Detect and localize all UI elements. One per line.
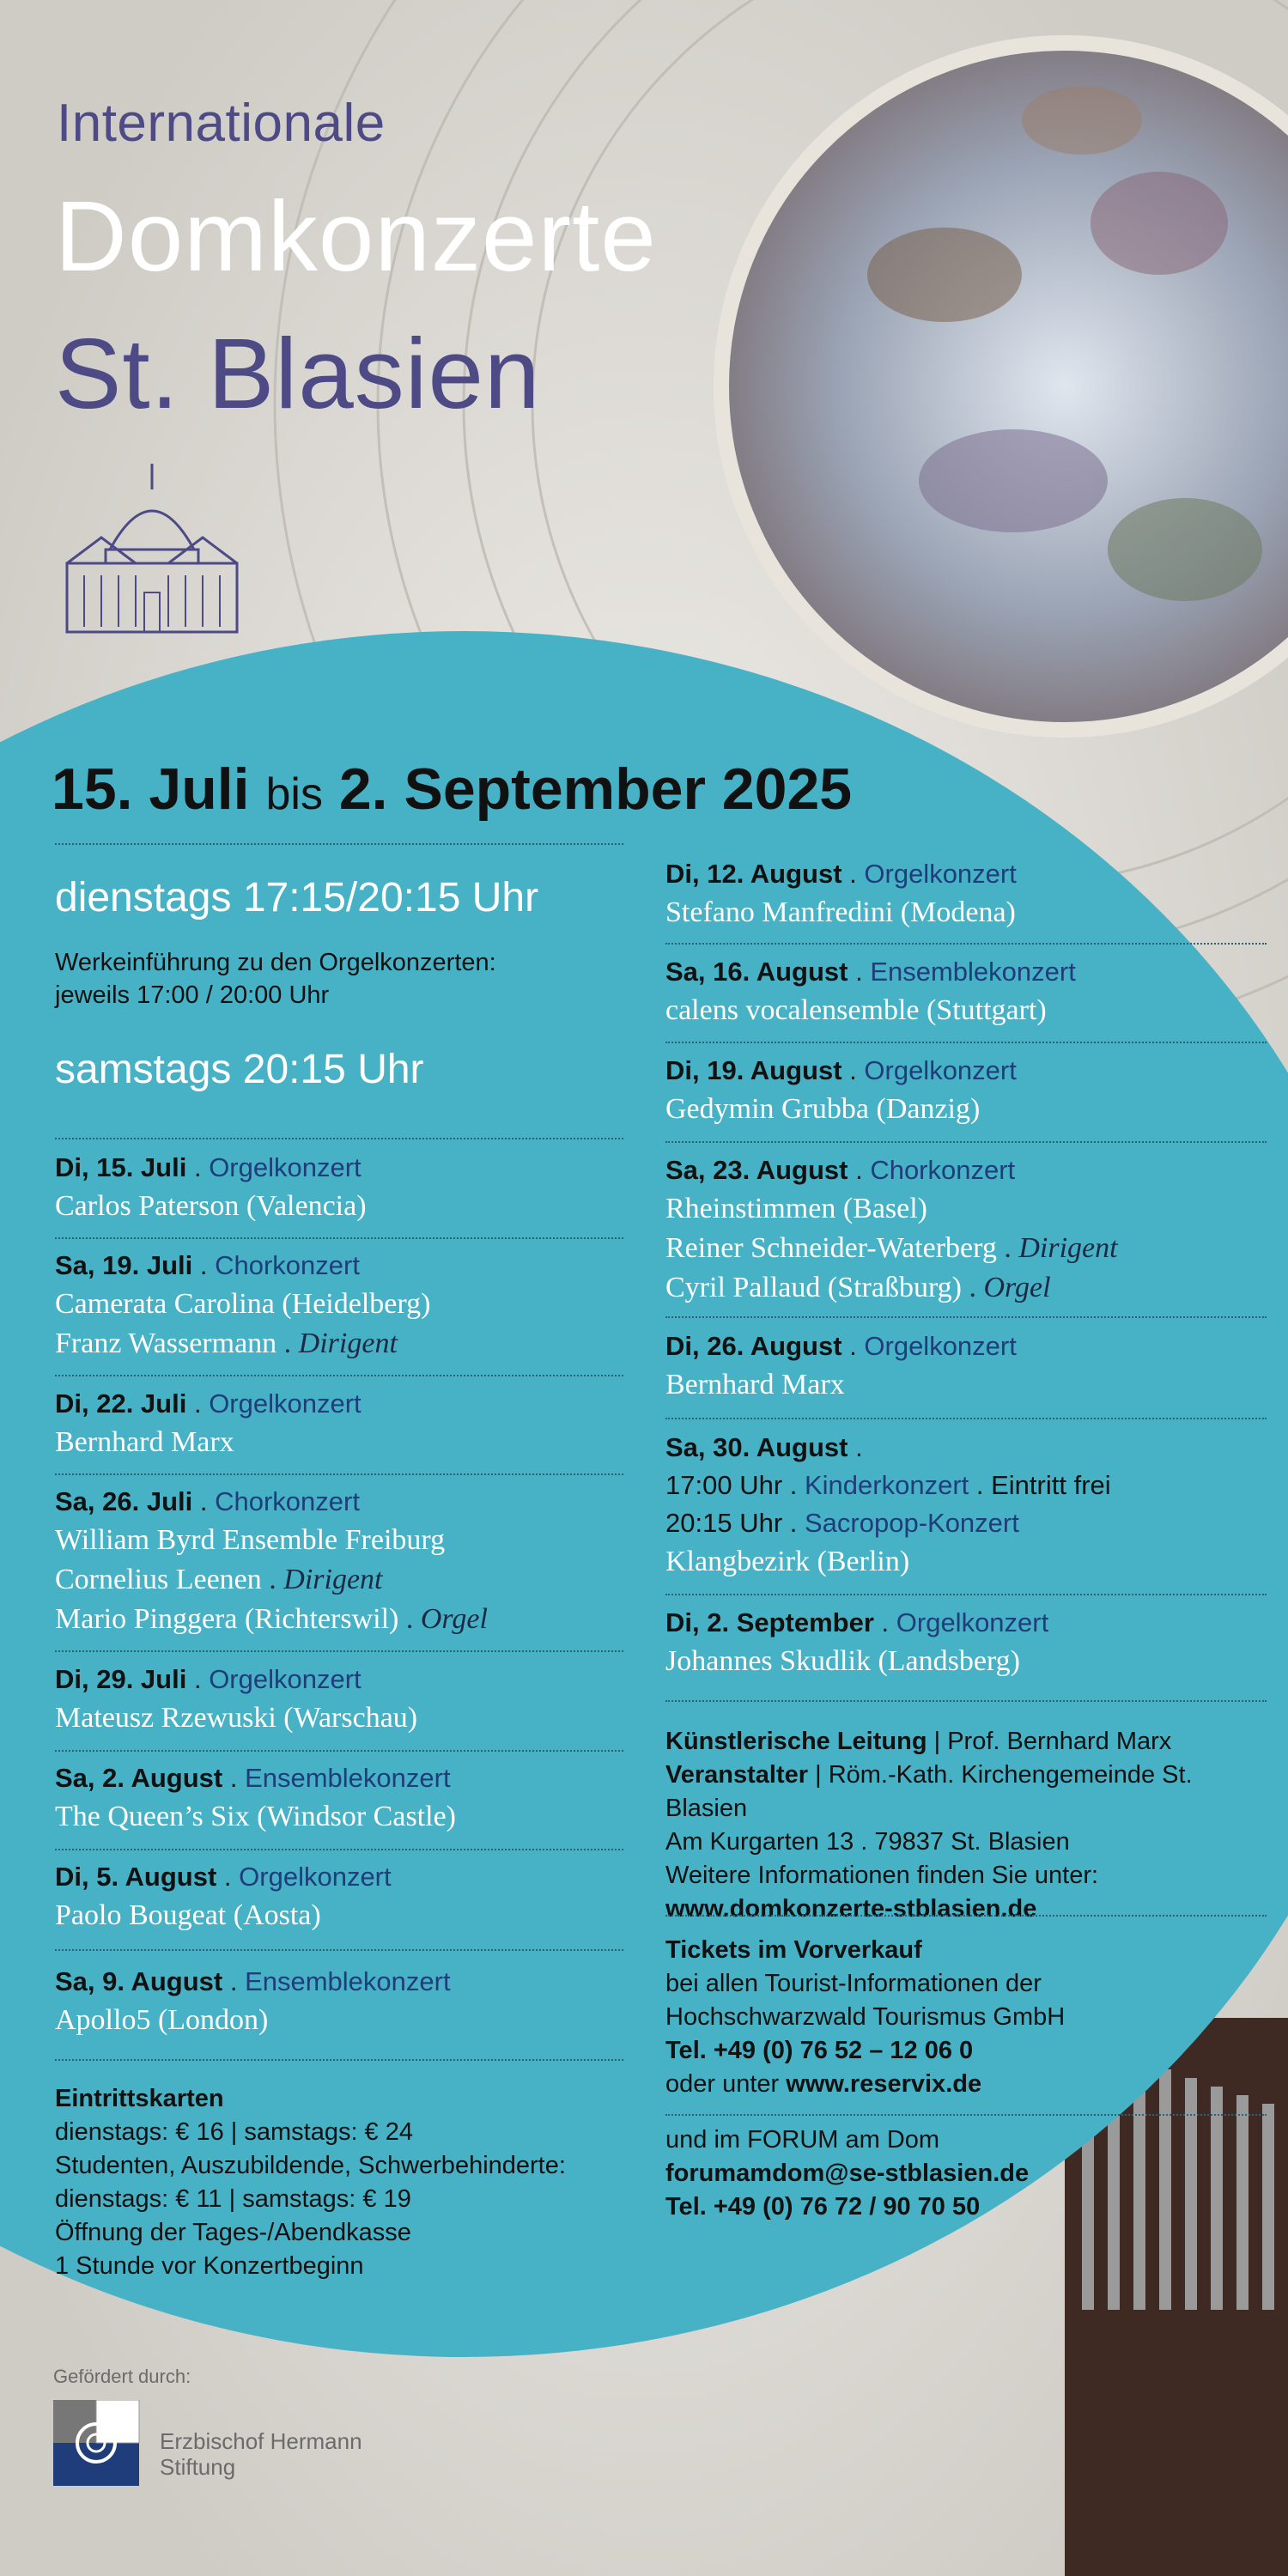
event-right-3: Sa, 23. August . Chorkonzert Rheinstimmen (Basel) Reiner Schneider-Waterberg . Dirigent Cyril Pallaud (Straßburg) . Orgel: [665, 1151, 1267, 1308]
schedule-intro-line1: Werkeinführung zu den Orgelkonzerten:: [55, 949, 496, 976]
divider: [665, 1316, 1267, 1318]
event-type: Orgelkonzert: [239, 1862, 392, 1892]
divider: [665, 1700, 1267, 1702]
forum-phone[interactable]: Tel. +49 (0) 76 72 / 90 70 50: [665, 2193, 981, 2221]
event-right-sep2: Di, 2. September . Orgelkonzert Johannes Skudlik (Landsberg): [665, 1604, 1267, 1681]
event-performer: Cornelius Leenen . Dirigent: [55, 1564, 383, 1595]
event-performer: Mario Pinggera (Richterswil) . Orgel: [55, 1603, 488, 1635]
event-date: Sa, 30. August: [665, 1432, 848, 1462]
event-left-6: Di, 5. August . Orgelkonzert Paolo Bougeat (Aosta): [55, 1858, 623, 1935]
event-type: Ensemblekonzert: [870, 957, 1076, 987]
divider: [665, 2114, 1267, 2116]
event-performer: Stefano Manfredini (Modena): [665, 896, 1016, 928]
event-date: Sa, 26. Juli: [55, 1486, 193, 1516]
event-right-aug30: Sa, 30. August . 17:00 Uhr . Kinderkonzert . Eintritt frei 20:15 Uhr . Sacropop-Konzert Klangbezirk (Berlin): [665, 1429, 1267, 1582]
event-date: Di, 15. Juli: [55, 1152, 187, 1182]
event-left-1: Sa, 19. Juli . Chorkonzert Camerata Carolina (Heidelberg) Franz Wassermann . Dirigent: [55, 1247, 623, 1364]
event-type: Chorkonzert: [215, 1486, 360, 1516]
title-domkonzerte: Domkonzerte: [55, 180, 657, 292]
event-performer: Apollo5 (London): [55, 2004, 269, 2036]
event-date: Sa, 19. Juli: [55, 1250, 193, 1280]
event-role: Orgel: [420, 1603, 488, 1635]
event-type: Orgelkonzert: [209, 1664, 361, 1694]
event-role: Dirigent: [298, 1327, 398, 1359]
date-end: 2. September 2025: [338, 756, 853, 822]
title-st-blasien: St. Blasien: [55, 318, 541, 429]
divider: [55, 2059, 623, 2061]
event-performer: Bernhard Marx: [55, 1426, 234, 1458]
event-right-1: Sa, 16. August . Ensemblekonzert calens vocalensemble (Stuttgart): [665, 953, 1267, 1030]
event-row: 17:00 Uhr . Kinderkonzert . Eintritt frei: [665, 1470, 1111, 1500]
ticket-prices-line: 1 Stunde vor Konzertbeginn: [55, 2252, 364, 2280]
divider: [665, 1915, 1267, 1917]
event-date: Di, 26. August: [665, 1331, 842, 1361]
event-type: Orgelkonzert: [209, 1388, 361, 1419]
ticket-prices-heading: Eintrittskarten: [55, 2085, 224, 2112]
event-type: Ensemblekonzert: [245, 1763, 451, 1793]
event-date: Sa, 16. August: [665, 957, 848, 987]
event-date: Di, 5. August: [55, 1862, 217, 1892]
sponsor-label: Gefördert durch:: [53, 2366, 191, 2387]
event-left-3: Sa, 26. Juli . Chorkonzert William Byrd Ensemble Freiburg Cornelius Leenen . Dirigent Mario Pinggera (Richterswil) . Orgel: [55, 1483, 623, 1639]
event-date: Di, 22. Juli: [55, 1388, 187, 1419]
presale-info: [665, 1934, 1267, 2101]
presale-line: oder unter: [665, 2070, 780, 2098]
event-role: Dirigent: [1018, 1232, 1118, 1264]
divider: [55, 1138, 623, 1139]
event-performer: Paolo Bougeat (Aosta): [55, 1899, 321, 1931]
organizer-info: [665, 1725, 1267, 1926]
artistic-director-value: | Prof. Bernhard Marx: [933, 1728, 1172, 1755]
divider: [665, 1141, 1267, 1143]
date-start: 15. Juli: [52, 756, 250, 822]
event-right-0: Di, 12. August . Orgelkonzert Stefano Manfredini (Modena): [665, 855, 1267, 933]
event-type: Ensemblekonzert: [245, 1966, 451, 1996]
event-role: Dirigent: [283, 1564, 383, 1595]
event-type: Chorkonzert: [870, 1155, 1016, 1185]
schedule-saturdays: samstags 20:15 Uhr: [55, 1047, 424, 1092]
event-left-7: Sa, 9. August . Ensemblekonzert Apollo5 (London): [55, 1963, 623, 2040]
event-type: Chorkonzert: [215, 1250, 360, 1280]
date-range: [52, 756, 852, 823]
event-performer: Gedymin Grubba (Danzig): [665, 1093, 981, 1125]
event-performer: Franz Wassermann . Dirigent: [55, 1327, 398, 1359]
schedule-intro: [55, 946, 623, 1012]
event-note: Eintritt frei: [991, 1470, 1111, 1500]
event-role: Orgel: [983, 1272, 1051, 1303]
schedule-intro-line2: jeweils 17:00 / 20:00 Uhr: [55, 981, 330, 1009]
divider: [665, 1042, 1267, 1043]
organizer-label: Veranstalter: [665, 1761, 809, 1789]
event-date: Sa, 23. August: [665, 1155, 848, 1185]
sponsor-name: [160, 2428, 362, 2480]
event-type: Orgelkonzert: [864, 1055, 1017, 1085]
event-type: Kinderkonzert: [804, 1470, 969, 1500]
event-performer: Johannes Skudlik (Landsberg): [665, 1645, 1020, 1677]
presale-heading: Tickets im Vorverkauf: [665, 1936, 922, 1964]
event-date: Di, 2. September: [665, 1607, 874, 1637]
title-internationale: Internationale: [57, 94, 386, 153]
event-type: Orgelkonzert: [209, 1152, 361, 1182]
divider: [665, 1418, 1267, 1419]
event-type: Orgelkonzert: [864, 1331, 1017, 1361]
event-date: Sa, 2. August: [55, 1763, 223, 1793]
event-performer: Carlos Paterson (Valencia): [55, 1190, 367, 1222]
event-date: Di, 12. August: [665, 859, 842, 889]
cathedral-logo-icon: [58, 455, 246, 642]
website-link[interactable]: www.domkonzerte-stblasien.de: [665, 1895, 1037, 1923]
event-left-0: Di, 15. Juli . Orgelkonzert Carlos Paterson (Valencia): [55, 1149, 623, 1226]
event-row: 20:15 Uhr . Sacropop-Konzert: [665, 1508, 1019, 1538]
forum-info: [665, 2123, 1267, 2224]
divider: [55, 1473, 623, 1475]
event-date: Di, 29. Juli: [55, 1664, 187, 1694]
presale-line: Hochschwarzwald Tourismus GmbH: [665, 2003, 1066, 2031]
event-left-4: Di, 29. Juli . Orgelkonzert Mateusz Rzewuski (Warschau): [55, 1661, 623, 1738]
sponsor-name-line2: Stiftung: [160, 2454, 236, 2480]
forum-email-link[interactable]: forumamdom@se-stblasien.de: [665, 2160, 1030, 2187]
presale-line: bei allen Tourist-Informationen der: [665, 1970, 1042, 1997]
event-type: Orgelkonzert: [864, 859, 1017, 889]
organizer-address: Am Kurgarten 13 . 79837 St. Blasien: [665, 1828, 1070, 1856]
ticket-prices-line: dienstags: € 11 | samstags: € 19: [55, 2185, 411, 2213]
event-performer: Rheinstimmen (Basel): [665, 1193, 928, 1224]
event-right-4: Di, 26. August . Orgelkonzert Bernhard Marx: [665, 1327, 1267, 1405]
event-performer: The Queen’s Six (Windsor Castle): [55, 1801, 456, 1832]
divider: [55, 1650, 623, 1652]
event-date: Di, 19. August: [665, 1055, 842, 1085]
artistic-director-label: Künstlerische Leitung: [665, 1728, 927, 1755]
forum-line: und im FORUM am Dom: [665, 2126, 940, 2154]
reservix-link[interactable]: www.reservix.de: [786, 2070, 982, 2098]
ticket-prices-line: dienstags: € 16 | samstags: € 24: [55, 2118, 414, 2146]
ticket-prices-line: Studenten, Auszubildende, Schwerbehinderte:: [55, 2152, 566, 2179]
divider: [665, 1594, 1267, 1595]
organizer-value: | Röm.-Kath. Kirchengemeinde St. Blasien: [665, 1761, 1193, 1822]
more-info-text: Weitere Informationen finden Sie unter:: [665, 1862, 1099, 1889]
event-date: Sa, 9. August: [55, 1966, 223, 1996]
divider: [55, 843, 623, 845]
divider: [55, 1949, 623, 1951]
event-type: Sacropop-Konzert: [804, 1508, 1019, 1538]
sponsor-logo-icon: [53, 2400, 148, 2494]
event-left-5: Sa, 2. August . Ensemblekonzert The Queen’s Six (Windsor Castle): [55, 1759, 623, 1837]
divider: [665, 943, 1267, 945]
date-bis: bis: [265, 769, 323, 819]
sponsor-name-line1: Erzbischof Hermann: [160, 2428, 362, 2454]
event-type: Orgelkonzert: [896, 1607, 1049, 1637]
ticket-prices: [55, 2082, 623, 2283]
divider: [55, 1237, 623, 1239]
presale-phone[interactable]: Tel. +49 (0) 76 52 – 12 06 0: [665, 2037, 974, 2064]
event-performer: Klangbezirk (Berlin): [665, 1546, 910, 1577]
event-performer: William Byrd Ensemble Freiburg: [55, 1524, 446, 1556]
event-performer: Mateusz Rzewuski (Warschau): [55, 1702, 418, 1734]
divider: [55, 1849, 623, 1850]
event-performer: Bernhard Marx: [665, 1369, 845, 1400]
ticket-prices-line: Öffnung der Tages-/Abendkasse: [55, 2219, 411, 2246]
event-left-2: Di, 22. Juli . Orgelkonzert Bernhard Marx: [55, 1385, 623, 1462]
event-performer: Camerata Carolina (Heidelberg): [55, 1288, 431, 1320]
divider: [55, 1750, 623, 1752]
event-right-2: Di, 19. August . Orgelkonzert Gedymin Grubba (Danzig): [665, 1052, 1267, 1129]
event-performer: calens vocalensemble (Stuttgart): [665, 994, 1047, 1026]
event-performer: Reiner Schneider-Waterberg . Dirigent: [665, 1232, 1118, 1264]
divider: [55, 1375, 623, 1376]
event-performer: Cyril Pallaud (Straßburg) . Orgel: [665, 1272, 1051, 1303]
schedule-tuesdays: dienstags 17:15/20:15 Uhr: [55, 875, 539, 920]
